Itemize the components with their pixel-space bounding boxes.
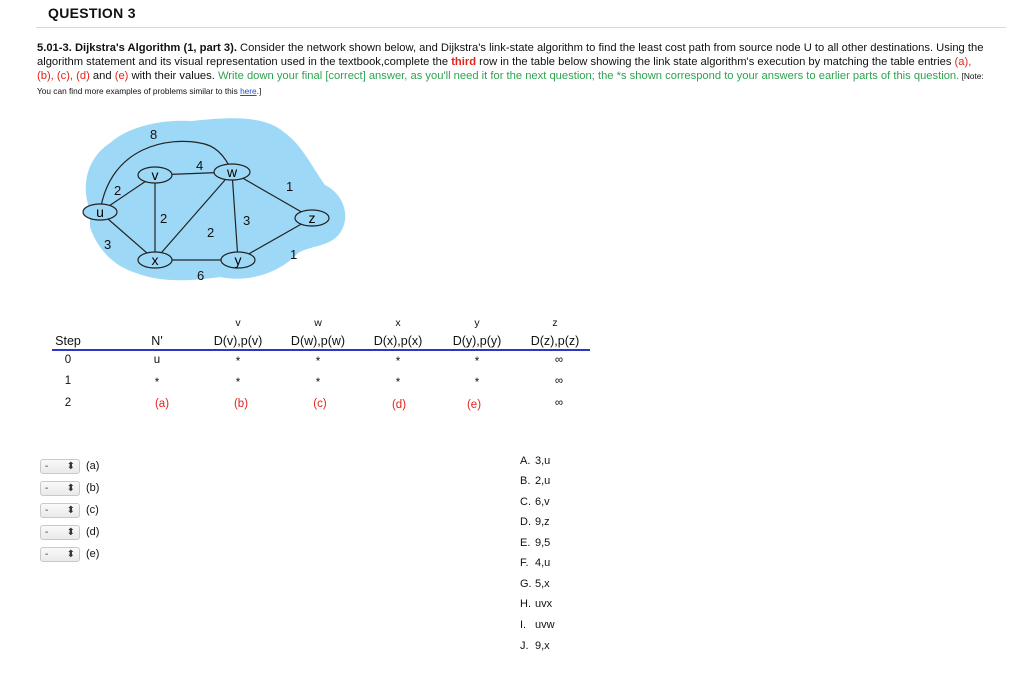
answer-value: 2,u	[535, 475, 551, 487]
select-b-label: (b)	[86, 482, 100, 494]
select-e-value: -	[45, 548, 49, 560]
row2-nprime: (a)	[154, 398, 170, 410]
select-b-value: -	[45, 482, 49, 494]
match-row-a	[40, 457, 99, 475]
match-row-d	[40, 523, 99, 541]
edge-cost-w-z: 1	[286, 179, 294, 194]
answer-letter: I.	[520, 619, 527, 631]
row2-z: ∞	[554, 397, 564, 409]
answer-value: 3,u	[535, 455, 551, 467]
answer-letter: C.	[520, 496, 531, 508]
answer-letter: G.	[520, 578, 532, 590]
answer-option	[520, 640, 550, 652]
answer-value: 6,v	[535, 496, 550, 508]
updown-arrows-icon: ⬍	[66, 548, 75, 560]
col-top-label-x: x	[395, 317, 401, 329]
row1-y: *	[474, 377, 480, 389]
row2-v: (b)	[233, 398, 249, 410]
row0-nprime: u	[153, 354, 161, 366]
node-x	[138, 252, 172, 268]
answer-value: uvx	[535, 598, 553, 610]
select-d-label: (d)	[86, 526, 100, 538]
answer-option	[520, 455, 550, 467]
node-z-label: z	[308, 210, 316, 226]
updown-arrows-icon: ⬍	[66, 504, 75, 516]
answer-option	[520, 557, 550, 569]
prompt-and: and	[89, 70, 115, 83]
answer-option	[520, 516, 550, 528]
answer-letter: H.	[520, 598, 531, 610]
answer-letter: D.	[520, 516, 531, 528]
select-c[interactable]	[40, 503, 80, 518]
question-prompt	[37, 41, 987, 98]
edge-cost-v-w: 4	[196, 158, 204, 173]
header-divider	[36, 27, 1006, 28]
select-b[interactable]	[40, 481, 80, 496]
match-row-e	[40, 545, 99, 563]
row2-x: (d)	[391, 399, 407, 411]
edge-cost-v-x: 2	[160, 211, 168, 226]
answer-option	[520, 537, 550, 549]
edge-cost-u-v: 2	[114, 183, 122, 198]
row2-w: (c)	[313, 398, 327, 410]
network-graph	[80, 115, 350, 285]
prompt-green-instruction: Write down your final [correct] answer, as you'll need it for the next question; the *s shown correspond to your answers to earlier parts of this question.	[217, 70, 960, 83]
node-v-label: v	[151, 167, 159, 183]
select-a[interactable]	[40, 459, 80, 474]
prompt-text-1: Consider the network shown below, and Dijkstra's link-state algorithm to find the least cost path from source node U to all other destinations. Using the algorithm statement and its visual representation used in the textbook,complete the	[37, 42, 984, 69]
row0-y: *	[474, 356, 480, 368]
edge-cost-w-y: 3	[243, 213, 251, 228]
answer-value: 9,z	[535, 516, 550, 528]
col-header-v: D(v),p(v)	[213, 334, 263, 348]
network-cloud	[86, 118, 346, 280]
answer-letter: F.	[520, 557, 529, 569]
edge-cost-u-w: 8	[150, 127, 158, 142]
row0-v: *	[235, 356, 241, 368]
answer-letter: B.	[520, 475, 531, 487]
answer-value: 5,x	[535, 578, 550, 590]
node-y-label: y	[234, 252, 242, 268]
select-c-value: -	[45, 504, 49, 516]
match-row-c	[40, 501, 99, 519]
answer-value: 4,u	[535, 557, 551, 569]
row1-z: ∞	[554, 375, 564, 387]
prompt-mark-e: (e)	[114, 70, 129, 83]
row1-step: 1	[64, 375, 72, 387]
select-a-value: -	[45, 460, 49, 472]
col-top-label-z: z	[552, 317, 558, 329]
row2-step: 2	[64, 397, 72, 409]
select-a-label: (a)	[86, 460, 100, 472]
node-u-label: u	[96, 204, 104, 220]
col-top-label-w: w	[314, 317, 322, 329]
question-header: QUESTION 3	[48, 5, 136, 21]
answer-letter: E.	[520, 537, 531, 549]
col-header-step: Step	[55, 334, 81, 348]
row0-step: 0	[64, 354, 72, 366]
prompt-text-3: with their values.	[128, 70, 218, 83]
answer-value: 9,5	[535, 537, 551, 549]
row1-x: *	[395, 377, 401, 389]
col-header-x: D(x),p(x)	[373, 334, 423, 348]
edge-cost-u-x: 3	[104, 237, 112, 252]
node-v	[138, 167, 172, 183]
select-c-label: (c)	[86, 504, 99, 516]
prompt-code-title: 5.01-3. Dijkstra's Algorithm (1, part 3).	[37, 42, 237, 54]
prompt-third: third	[451, 56, 477, 69]
node-w-label: w	[226, 164, 238, 180]
row1-nprime: *	[154, 377, 160, 389]
col-top-label-v: v	[235, 317, 241, 329]
col-top-label-y: y	[474, 317, 480, 329]
node-u	[83, 204, 117, 220]
answer-letter: A.	[520, 455, 531, 467]
note-prefix: [Note: You can find more examples of problems similar to this	[37, 71, 984, 96]
col-header-w: D(w),p(w)	[290, 334, 346, 348]
node-y	[221, 252, 255, 268]
prompt-marks: (a), (b), (c), (d)	[37, 56, 972, 83]
row1-v: *	[235, 377, 241, 389]
col-header-z: D(z),p(z)	[530, 334, 580, 348]
table-header-divider	[52, 349, 590, 351]
select-d[interactable]	[40, 525, 80, 540]
answer-option	[520, 475, 550, 487]
col-header-nprime: N'	[151, 334, 163, 348]
prompt-text-2: row in the table below showing the link state algorithm's execution by matching the table entries	[476, 56, 955, 69]
node-z	[295, 210, 329, 226]
node-w	[214, 164, 250, 180]
row0-z: ∞	[554, 354, 564, 366]
updown-arrows-icon: ⬍	[66, 482, 75, 494]
edge-cost-x-y: 6	[197, 268, 205, 283]
answer-option	[520, 578, 550, 590]
answer-value: uvw	[535, 619, 555, 631]
col-header-y: D(y),p(y)	[452, 334, 502, 348]
match-row-b	[40, 479, 99, 497]
row2-y: (e)	[466, 399, 482, 411]
select-e[interactable]	[40, 547, 80, 562]
row1-w: *	[315, 377, 321, 389]
select-e-label: (e)	[86, 548, 100, 560]
answer-option	[520, 619, 555, 631]
select-d-value: -	[45, 526, 49, 538]
updown-arrows-icon: ⬍	[66, 460, 75, 472]
edge-cost-y-z: 1	[290, 247, 298, 262]
note-suffix: .]	[256, 85, 262, 96]
answer-letter: J.	[520, 640, 529, 652]
note-here-link[interactable]: here	[240, 85, 257, 96]
row0-x: *	[395, 356, 401, 368]
edge-cost-w-x: 2	[207, 225, 215, 240]
answer-value: 9,x	[535, 640, 550, 652]
node-x-label: x	[151, 252, 159, 268]
answer-option	[520, 598, 552, 610]
updown-arrows-icon: ⬍	[66, 526, 75, 538]
answer-option	[520, 496, 550, 508]
row0-w: *	[315, 356, 321, 368]
